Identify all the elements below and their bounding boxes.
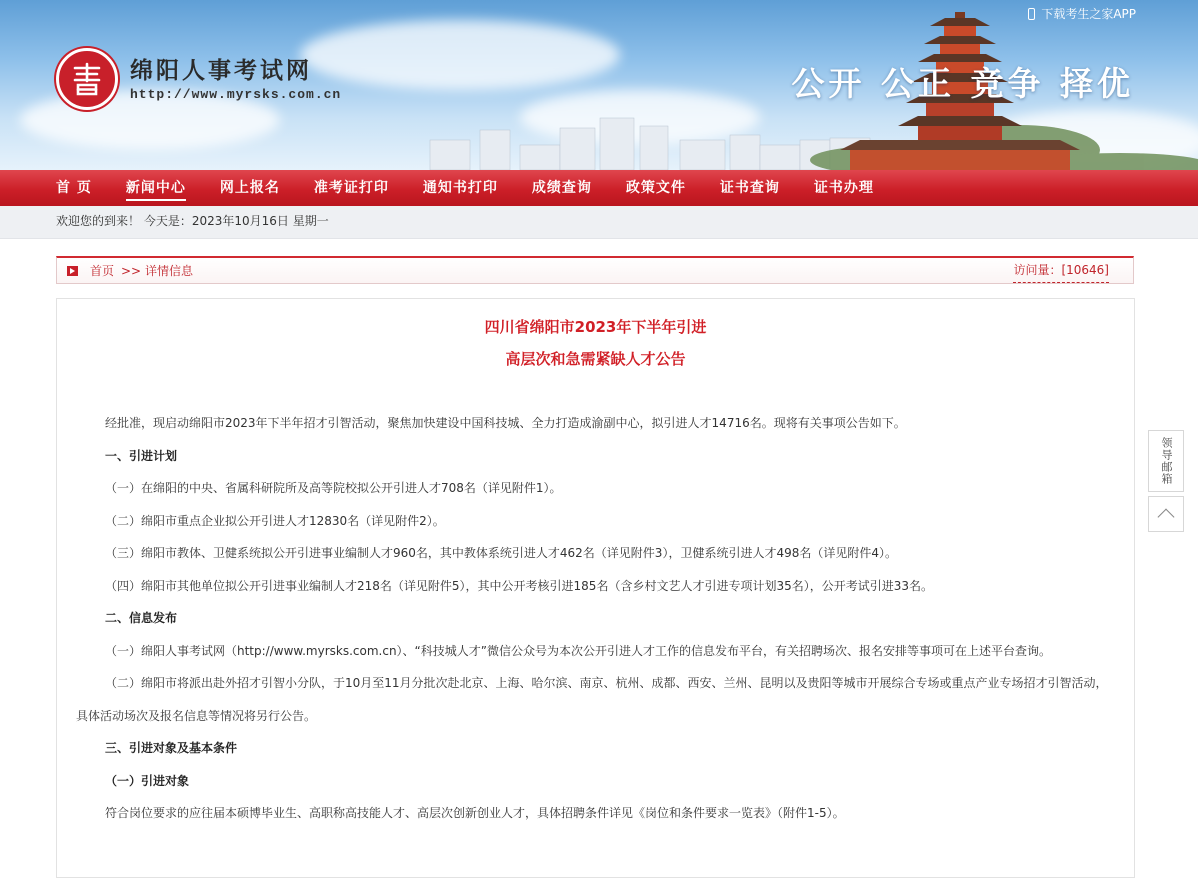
- site-logo[interactable]: [56, 48, 341, 110]
- article-paragraph: （四）绵阳市其他单位拟公开引进事业编制人才218名（详见附件5），其中公开考核引进185名（含乡村文艺人才引进专项计划35名），公开考试引进33名。: [105, 578, 933, 593]
- nav-item-news[interactable]: 新闻中心: [126, 170, 186, 206]
- seal-logo-icon: [56, 48, 118, 110]
- nav-item-policy[interactable]: 政策文件: [625, 180, 686, 196]
- nav-item-certificate-handling[interactable]: 证书办理: [813, 180, 874, 196]
- nav-item-certificate-query[interactable]: 证书查询: [719, 180, 780, 196]
- play-bullet-icon: [67, 266, 78, 276]
- article-paragraph: 符合岗位要求的应往届本硕博毕业生、高职称高技能人才、高层次创新创业人才，具体招聘条件详见《岗位和条件要求一览表》（附件1-5）。: [105, 806, 845, 820]
- article-panel: [56, 298, 1135, 878]
- nav-item-home[interactable]: 首 页: [56, 180, 92, 196]
- nav-item-registration[interactable]: 网上报名: [219, 180, 280, 196]
- article-title-line1: 四川省绵阳市2023年下半年引进: [484, 318, 707, 336]
- welcome-bar: [0, 206, 1198, 239]
- back-to-top-button[interactable]: [1148, 496, 1184, 532]
- article-body: [76, 407, 1116, 830]
- article-paragraph: （二）绵阳市重点企业拟公开引进人才12830名（详见附件2）。: [105, 513, 445, 528]
- article-heading: 二、信息发布: [105, 611, 178, 625]
- breadcrumb-separator: >>: [121, 264, 142, 278]
- leader-mailbox-button[interactable]: 领导邮箱: [1148, 430, 1184, 492]
- breadcrumb-home-link[interactable]: 首页: [90, 264, 115, 278]
- header-banner: [0, 0, 1198, 170]
- article-title-line2: 高层次和急需紧缺人才公告: [505, 350, 686, 368]
- article-paragraph: 经批准，现启动绵阳市2023年下半年招才引智活动，聚焦加快建设中国科技城、全力打造成渝副中心，拟引进人才14716名。现将有关事项公告如下。: [105, 416, 906, 430]
- site-url: http://www.myrsks.com.cn: [130, 86, 342, 102]
- nav-item-admission-ticket[interactable]: 准考证打印: [313, 180, 389, 196]
- download-app-label: 下载考生之家APP: [1041, 7, 1136, 21]
- nav-item-score-query[interactable]: 成绩查询: [531, 180, 592, 196]
- site-name: 绵阳人事考试网: [130, 56, 312, 84]
- site-slogan: 公开 公正 竞争 择优: [791, 64, 1134, 103]
- article-paragraph: （二）绵阳市将派出赴外招才引智小分队，于10月至11月分批次赴北京、上海、哈尔滨、南京、杭州、成都、西安、兰州、昆明以及贵阳等城市开展综合专场或重点产业专场招才引智活动，具体活动场次及报名信息等情况将另行公告。: [76, 676, 1108, 723]
- article-subheading: （一）引进对象: [105, 773, 190, 788]
- breadcrumb-current: 详情信息: [145, 264, 194, 278]
- article-paragraph: （一）绵阳人事考试网（http://www.myrsks.com.cn）、“科技城人才”微信公众号为本次公开引进人才工作的信息发布平台，有关招聘场次、报名安排等事项可在上述平台查询。: [105, 643, 1051, 658]
- seal-glyph-icon: [67, 59, 107, 99]
- article-paragraph: （一）在绵阳的中央、省属科研院所及高等院校拟公开引进人才708名（详见附件1）。: [105, 481, 562, 495]
- article-heading: 一、引进计划: [105, 448, 178, 463]
- welcome-text: 欢迎您的到来！ 今天是：2023年10月16日 星期一: [56, 214, 329, 228]
- article-heading: 三、引进对象及基本条件: [105, 741, 238, 755]
- chevron-up-icon: [1158, 509, 1175, 526]
- phone-icon: [1028, 8, 1035, 20]
- visit-counter: 访问量：[10646]: [1013, 258, 1109, 283]
- main-nav: [0, 170, 1198, 206]
- article-paragraph: （三）绵阳市教体、卫健系统拟公开引进事业编制人才960名，其中教体系统引进人才462名（详见附件3），卫健系统引进人才498名（详见附件4）。: [105, 546, 897, 560]
- breadcrumb: [56, 256, 1134, 284]
- nav-item-notice-print[interactable]: 通知书打印: [422, 180, 498, 196]
- download-app-link[interactable]: [1028, 5, 1136, 22]
